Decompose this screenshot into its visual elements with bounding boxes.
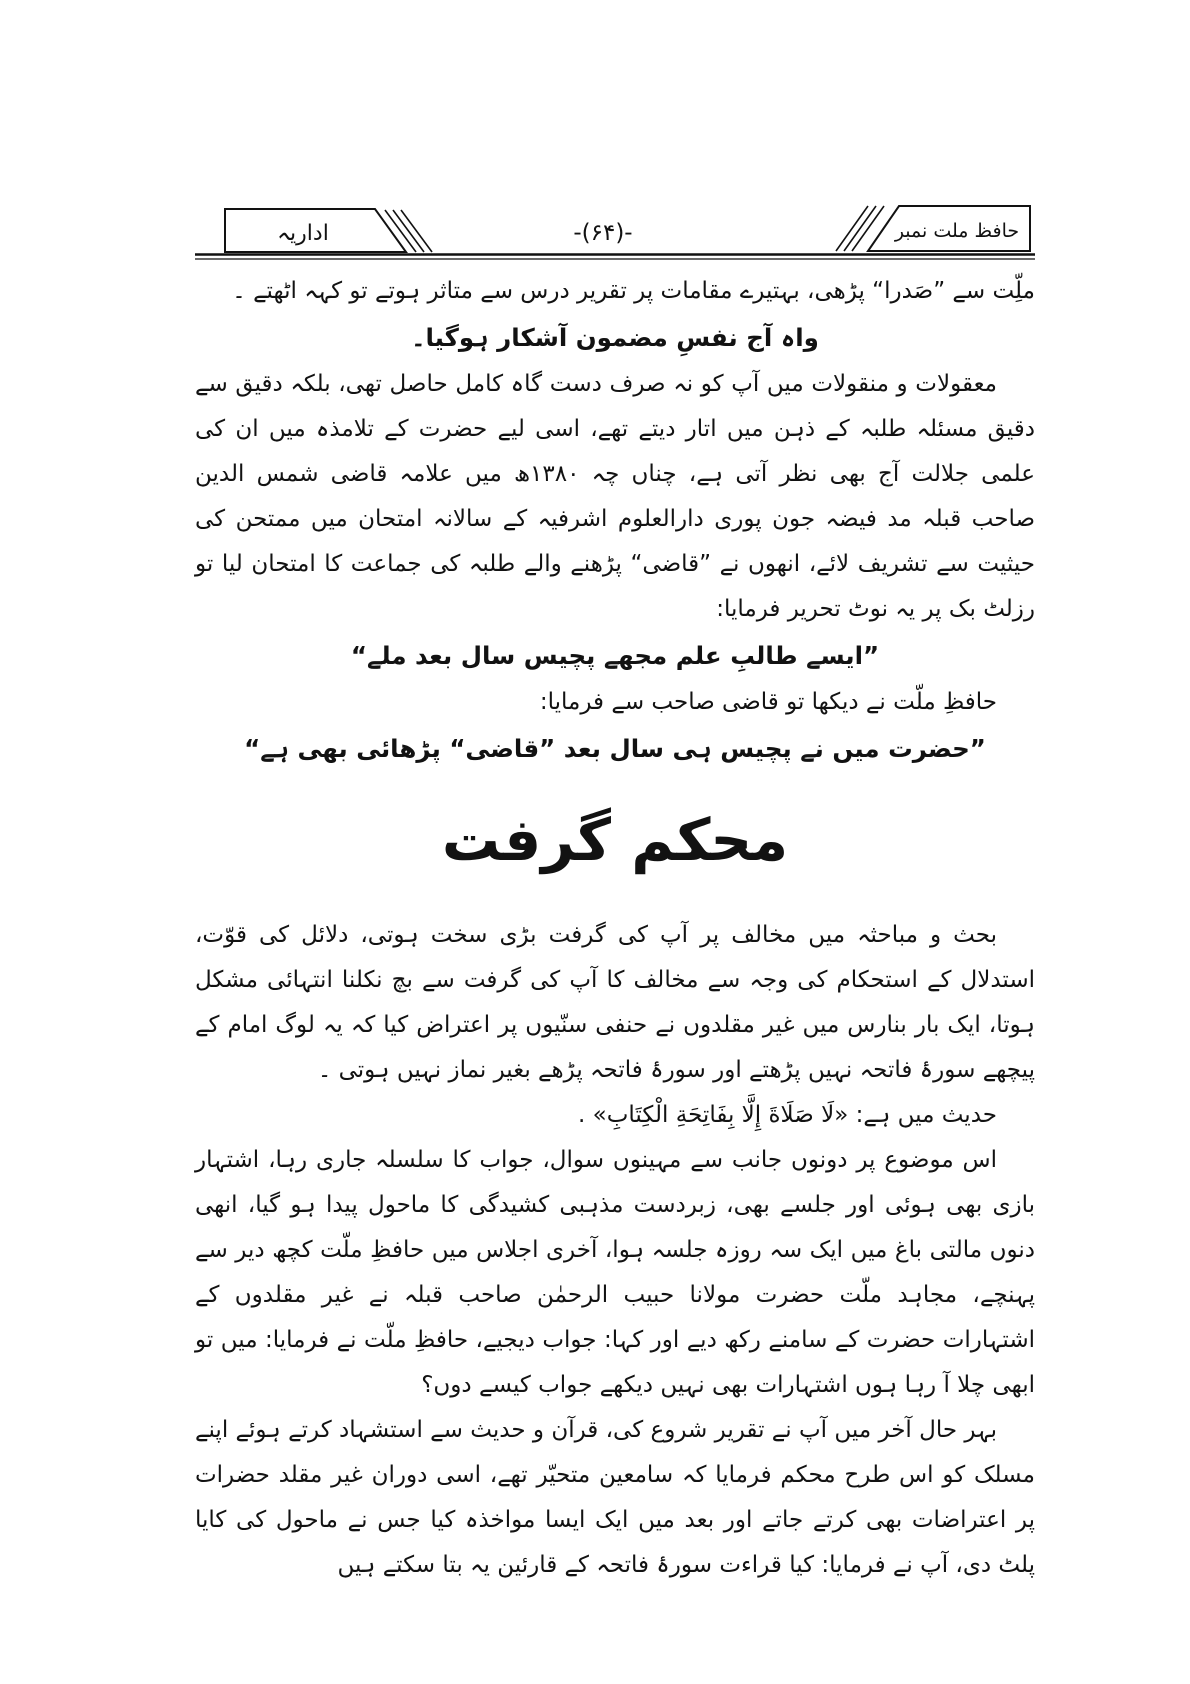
section-title: اداریہ xyxy=(277,221,329,246)
continuation-line: ملِّت سے ”صَدرا“ پڑھی، بہتیرے مقامات پر تقریر درس سے متاثر ہوتے تو کہہ اٹھتے ۔ xyxy=(232,278,1035,304)
paragraph: بہر حال آخر میں آپ نے تقریر شروع کی، قرآن و حدیث سے استشہاد کرتے ہوئے اپنے مسلک کو اس طرح محکم فرمایا کہ سامعین متحیّر تھے، اسی دوران غیر مقلد حضرات پر اعتراضات بھی کرتے جاتے اور بعد میں ایک ایسا مواخذہ کیا جس نے ماحول کی کایا پلٹ دی، آپ نے فرمایا: کیا قراءت سورۂ فاتحہ کے قارئین یہ بتا سکتے ہیں xyxy=(195,1417,1035,1578)
quote-line: ”حضرت میں نے پچیس ہی سال بعد ”قاضی“ پڑھائی بھی ہے“ xyxy=(244,734,986,763)
article-body xyxy=(195,269,1035,1588)
paragraph: بحث و مباحثہ میں مخالف پر آپ کی گرفت بڑی سخت ہوتی، دلائل کی قوّت، استدلال کے استحکام کی وجہ سے مخالف کا آپ کی گرفت سے بچ نکلنا انتہائی مشکل ہوتا، ایک بار بنارس میں غیر مقلدوں نے حنفی سنّیوں پر اعتراض کیا کہ یہ لوگ امام کے پیچھے سورۂ فاتحہ نہیں پڑھتے اور سورۂ فاتحہ پڑھے بغیر نماز نہیں ہوتی ۔ xyxy=(195,922,1035,1083)
hadith-line: حدیث میں ہے: «لَا صَلَاةَ إِلَّا بِفَاتِحَةِ الْكِتَابِ» . xyxy=(578,1102,997,1128)
paragraph: حافظِ ملّت نے دیکھا تو قاضی صاحب سے فرمایا: xyxy=(539,689,997,715)
paragraph: اس موضوع پر دونوں جانب سے مہینوں سوال، جواب کا سلسلہ جاری رہا، اشتہار بازی بھی ہوئی اور جلسے بھی، زبردست مذہبی کشیدگی کا ماحول پیدا ہو گیا، انھی دنوں مالتی باغ میں ایک سہ روزہ جلسہ ہوا، آخری اجلاس میں حافظِ ملّت کچھ دیر سے پہنچے، مجاہد ملّت حضرت مولانا حبیب الرحمٰن صاحب قبلہ نے غیر مقلدوں کے اشتہارات حضرت کے سامنے رکھ دیے اور کہا: جواب دیجیے، حافظِ ملّت نے فرمایا: میں تو ابھی چلا آ رہا ہوں اشتہارات بھی نہیں دیکھے جواب کیسے دوں؟ xyxy=(195,1147,1035,1398)
paragraph: معقولات و منقولات میں آپ کو نہ صرف دست گاہ کامل حاصل تھی، بلکہ دقیق سے دقیق مسئلہ طلبہ کے ذہن میں اتار دیتے تھے، اسی لیے حضرت کے تلامذہ میں ان کی علمی جلالت آج بھی نظر آتی ہے، چناں چہ ۱۳۸۰ھ میں علامہ قاضی شمس الدین صاحب قبلہ مد فیضہ جون پوری دارالعلوم اشرفیہ کے سالانہ امتحان میں ممتحن کی حیثیت سے تشریف لائے، انھوں نے ”قاضی“ پڑھنے والے طلبہ کی جماعت کا امتحان لیا تو رزلٹ بک پر یہ نوٹ تحریر فرمایا: xyxy=(195,371,1035,622)
magazine-title: حافظ ملت نمبر xyxy=(894,220,1020,242)
content-area xyxy=(195,193,1035,1588)
exclaim-line: واہ آج نفسِ مضمون آشکار ہوگیا۔ xyxy=(411,323,819,352)
quote-line: ”ایسے طالبِ علم مجھے پچیس سال بعد ملے“ xyxy=(350,641,880,670)
header-double-rule xyxy=(195,255,1035,260)
page-number: -(۶۴)- xyxy=(573,220,633,246)
page-header xyxy=(195,193,1035,265)
section-heading: محکم گرفت xyxy=(441,806,789,874)
